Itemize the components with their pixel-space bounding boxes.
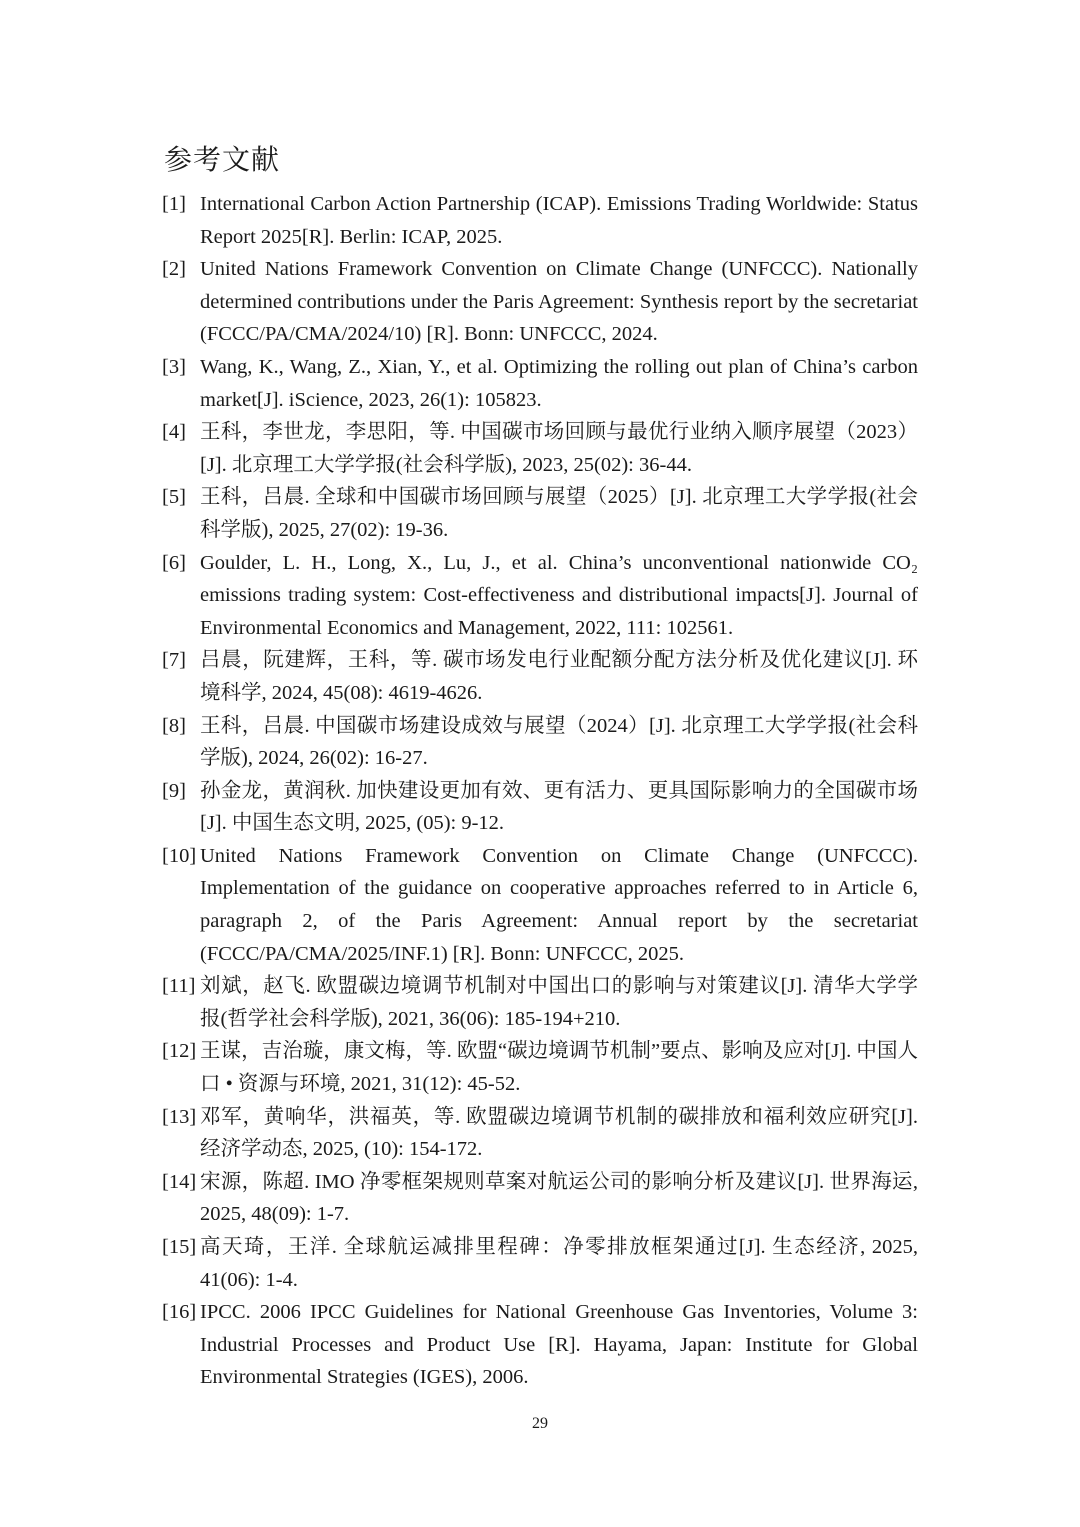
reference-number: [10]	[162, 844, 197, 867]
reference-text: 刘斌，赵飞. 欧盟碳边境调节机制对中国出口的影响与对策建议[J]. 清华大学学报(哲学社会科学版), 2021, 36(06): 185-194+210.	[200, 975, 918, 1030]
reference-item	[162, 970, 918, 1035]
reference-item	[162, 1101, 918, 1166]
reference-number: [4]	[162, 421, 186, 444]
reference-text: International Carbon Action Partnership (ICAP). Emissions Trading Worldwide: Status Report 2025[R]. Berlin: ICAP, 2025.	[200, 193, 918, 248]
reference-text: 王谋，吉治璇，康文梅，等. 欧盟“碳边境调节机制”要点、影响及应对[J]. 中国人口 • 资源与环境, 2021, 31(12): 45-52.	[200, 1040, 918, 1096]
page-number: 29	[532, 1415, 548, 1432]
reference-number: [11]	[162, 975, 196, 998]
reference-number: [14]	[162, 1170, 197, 1193]
reference-text: United Nations Framework Convention on Climate Change (UNFCCC). Nationally determined contributions under the Paris Agreement: Synthesis report by the secretariat (FCCC/PA/CMA/2024/10) [R]. Bonn: UNFCCC, 2024.	[200, 258, 918, 346]
reference-number: [15]	[162, 1236, 197, 1258]
reference-text: 高天琦，王洋. 全球航运减排里程碑：净零排放框架通过[J]. 生态经济, 2025, 41(06): 1-4.	[200, 1236, 918, 1291]
reference-item	[162, 1166, 918, 1231]
reference-text: 王科，吕晨. 全球和中国碳市场回顾与展望（2025）[J]. 北京理工大学学报(社会科学版), 2025, 27(02): 19-36.	[200, 486, 918, 541]
reference-text: Wang, K., Wang, Z., Xian, Y., et al. Optimizing the rolling out plan of China’s carbon market[J]. iScience, 2023, 26(1): 105823.	[200, 355, 918, 411]
reference-number: [6]	[162, 551, 186, 574]
reference-text: IPCC. 2006 IPCC Guidelines for National Greenhouse Gas Inventories, Volume 3: Industrial Processes and Product Use [R]. Hayama, Japan: Institute for Global Environmental Strategies (IGES), 2006.	[200, 1301, 918, 1389]
reference-item	[162, 1231, 918, 1296]
reference-text: Goulder, L. H., Long, X., Lu, J., et al. China’s unconventional nationwide CO₂ emissions trading system: Cost-effectiveness and distributional impacts[J]. Journal of Environmental Economics and Management, 2022, 111: 102561.	[200, 551, 918, 639]
reference-item	[162, 547, 918, 645]
reference-item	[162, 253, 918, 351]
reference-item	[162, 416, 918, 481]
reference-number: [1]	[162, 193, 186, 215]
reference-item	[162, 188, 918, 253]
reference-number: [5]	[162, 486, 186, 509]
reference-item	[162, 710, 918, 775]
reference-number: [2]	[162, 258, 186, 281]
reference-text: 吕晨，阮建辉，王科，等. 碳市场发电行业配额分配方法分析及优化建议[J]. 环境科学, 2024, 45(08): 4619-4626.	[200, 649, 918, 704]
reference-item	[162, 775, 918, 840]
reference-text: 王科，李世龙，李思阳，等. 中国碳市场回顾与最优行业纳入顺序展望（2023）[J]. 北京理工大学学报(社会科学版), 2023, 25(02): 36-44.	[200, 421, 918, 476]
reference-number: [12]	[162, 1040, 197, 1063]
reference-number: [9]	[162, 779, 186, 802]
reference-text: United Nations Framework Convention on Climate Change (UNFCCC). Implementation of the guidance on cooperative approaches referred to in Article 6, paragraph 2, of the Paris Agreement: Annual report by the secretariat (FCCC/PA/CMA/2025/INF.1) [R]. Bonn: UNFCCC, 2025.	[200, 844, 918, 965]
reference-item	[162, 351, 918, 416]
reference-text: 孙金龙，黄润秋. 加快建设更加有效、更有活力、更具国际影响力的全国碳市场[J]. 中国生态文明, 2025, (05): 9-12.	[200, 779, 918, 835]
reference-item	[162, 1035, 918, 1100]
reference-list	[162, 188, 918, 1394]
reference-text: 邓军，黄响华，洪福英，等. 欧盟碳边境调节机制的碳排放和福利效应研究[J]. 经济学动态, 2025, (10): 154-172.	[200, 1105, 918, 1161]
reference-text: 王科，吕晨. 中国碳市场建设成效与展望（2024）[J]. 北京理工大学学报(社会科学版), 2024, 26(02): 16-27.	[200, 714, 918, 770]
reference-number: [7]	[162, 649, 186, 672]
reference-text: 宋源，陈超. IMO 净零框架规则草案对航运公司的影响分析及建议[J]. 世界海运, 2025, 48(09): 1-7.	[200, 1170, 918, 1226]
reference-item	[162, 481, 918, 546]
reference-item	[162, 644, 918, 709]
reference-number: [16]	[162, 1301, 197, 1324]
references-heading: 参考文献	[164, 143, 281, 176]
reference-number: [3]	[162, 355, 186, 378]
reference-number: [13]	[162, 1105, 197, 1128]
reference-item	[162, 1296, 918, 1394]
reference-item	[162, 840, 918, 970]
reference-number: [8]	[162, 714, 186, 737]
